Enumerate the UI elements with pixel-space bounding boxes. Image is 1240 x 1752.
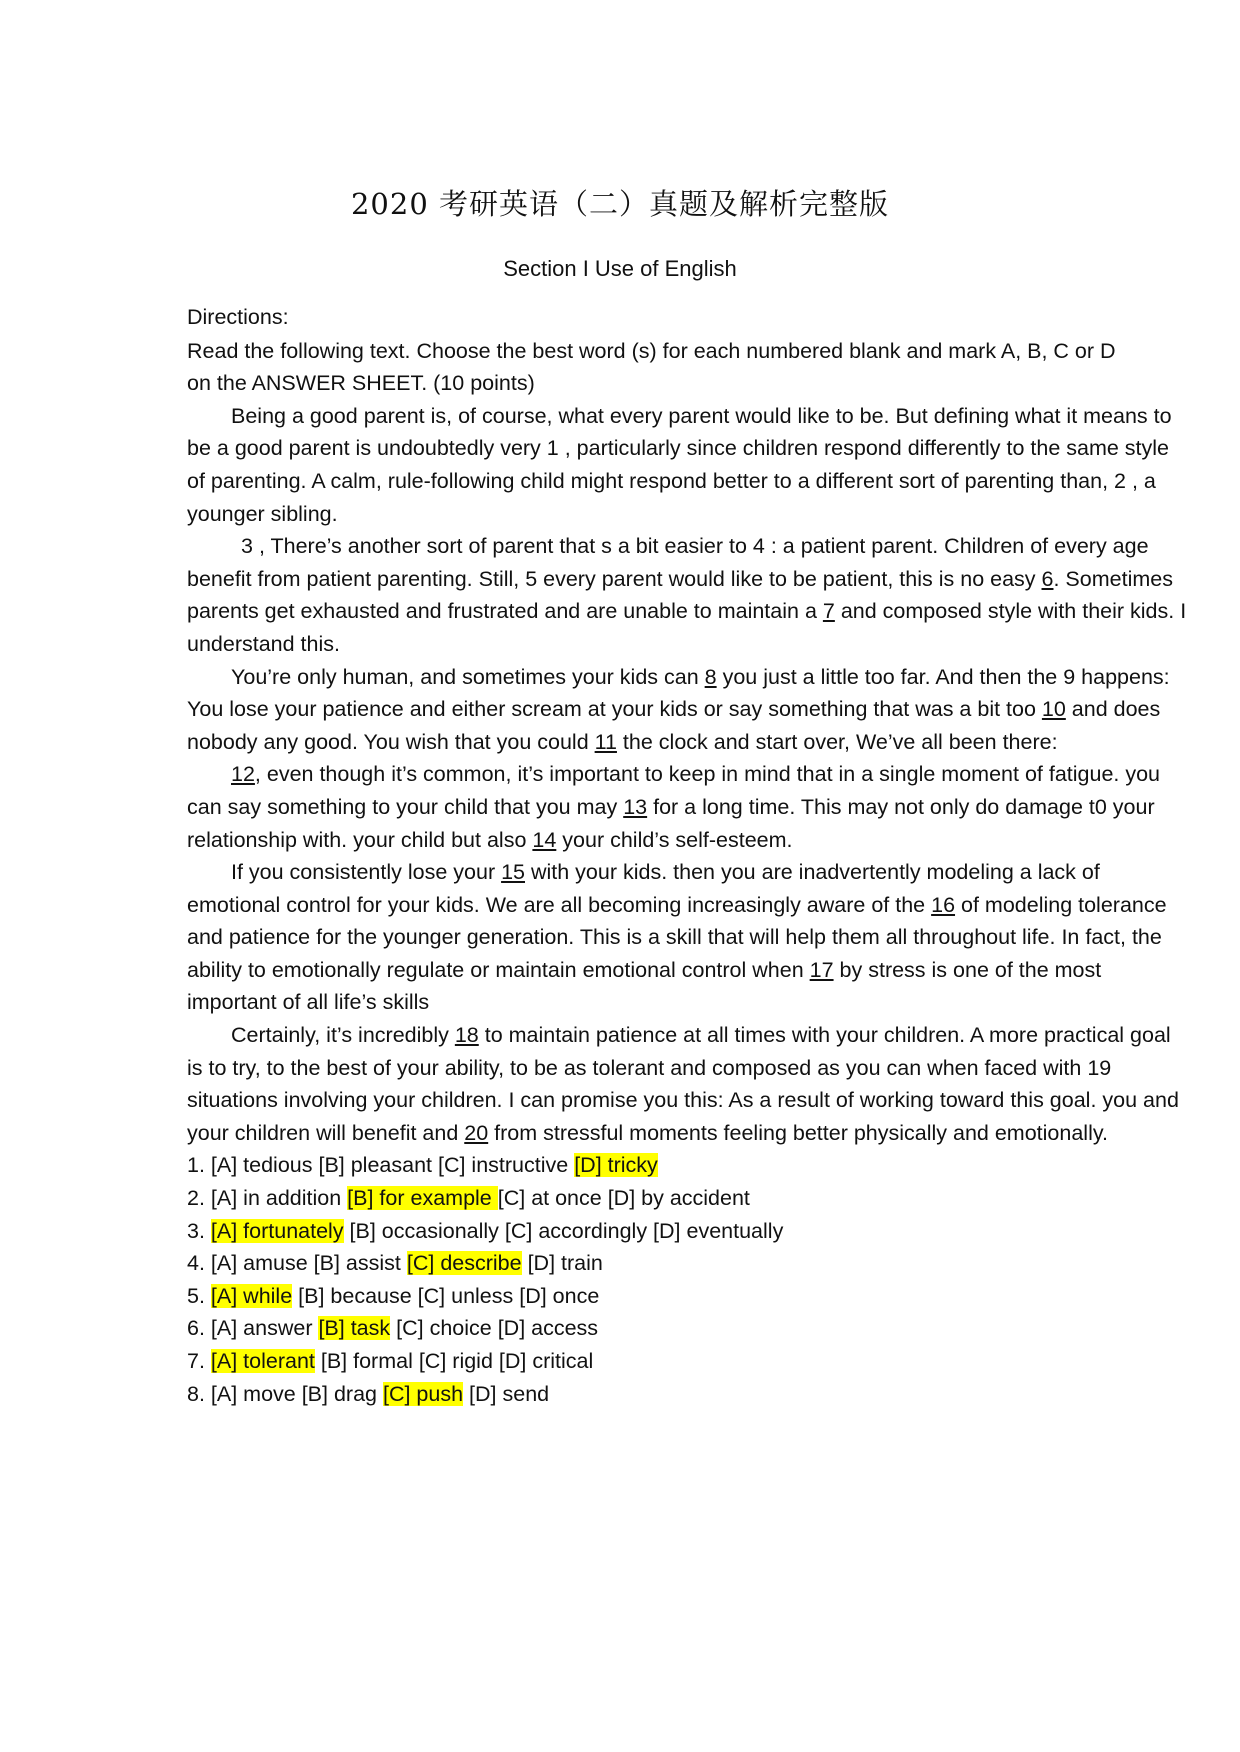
option-text: 2. [A] in addition bbox=[187, 1186, 348, 1211]
paragraph-1 bbox=[187, 400, 1192, 530]
blank-14: 14 bbox=[532, 827, 557, 852]
highlighted-answer: [C] push bbox=[382, 1381, 464, 1406]
text-run: with your kids. then you are inadvertently modeling a lack of emotional control for your kids. We are all becoming increasingly aware of the bbox=[187, 860, 1100, 917]
option-text: 3. bbox=[187, 1218, 211, 1243]
option-text: [C] at once [D] by accident bbox=[497, 1186, 750, 1211]
option-text: 1. [A] tedious [B] pleasant [C] instructive bbox=[187, 1153, 575, 1178]
option-text: [B] formal [C] rigid [D] critical bbox=[314, 1349, 594, 1373]
text-run: and does nobody any good. You wish that you could bbox=[187, 697, 1161, 754]
text-run: , There’s another sort of parent that s a bit easier to 4 : a patient parent. Children of every age benefit from patient parenting. Still, 5 every parent would like to be patient, this is no easy bbox=[187, 534, 1149, 591]
text-run: Being a good parent is, of course, what every parent would like to be. But defining what it means to be a good parent is undoubtedly very bbox=[187, 403, 1172, 461]
directions-line-1: Read the following text. Choose the best word (s) for each numbered blank and mark A, B, C or D bbox=[187, 338, 1116, 363]
body-text bbox=[187, 301, 1192, 1410]
option-text: 6. [A] answer bbox=[187, 1316, 319, 1341]
text-run: by stress is one of the most important of all life’s skills bbox=[187, 957, 1102, 1015]
text-run: the clock and start over, We’ve all been there: bbox=[616, 729, 1058, 754]
text-run: , particularly since children respond differently to the same style of parenting. A calm, rule-following child might respond better to a different sort of parenting than, bbox=[187, 436, 1170, 493]
highlighted-answer: [A] fortunately bbox=[210, 1218, 344, 1243]
highlighted-answer: [A] while bbox=[210, 1283, 293, 1308]
text-run: and composed style with their kids. I understand this. bbox=[187, 599, 1187, 656]
directions-label: Directions: bbox=[187, 305, 289, 329]
option-line-3 bbox=[187, 1215, 1192, 1248]
blank-3: 3 bbox=[241, 534, 253, 559]
directions-line-2: on the ANSWER SHEET. (10 points) bbox=[187, 371, 535, 396]
option-line-2 bbox=[187, 1182, 1192, 1215]
directions-text bbox=[187, 335, 1192, 400]
blank-7: 7 bbox=[822, 599, 835, 624]
option-text: [B] occasionally [C] accordingly [D] eventually bbox=[343, 1218, 784, 1243]
highlighted-answer: [B] for example bbox=[347, 1186, 498, 1211]
blank-20: 20 bbox=[464, 1120, 489, 1145]
option-text: 5. bbox=[187, 1283, 211, 1308]
option-text: [C] choice [D] access bbox=[390, 1316, 599, 1341]
option-line-6 bbox=[187, 1312, 1192, 1345]
blank-12: 12 bbox=[231, 762, 255, 787]
answer-options bbox=[187, 1149, 1192, 1410]
blank-10: 10 bbox=[1041, 697, 1066, 722]
text-run: of modeling tolerance and patience for the younger generation. This is a skill that will help them all throughout life. In fact, the ability to emotionally regulate or maintain emotional control when bbox=[187, 892, 1167, 982]
blank-13: 13 bbox=[623, 794, 648, 819]
blank-16: 16 bbox=[931, 892, 956, 917]
option-line-7 bbox=[187, 1345, 1192, 1378]
text-run: your child’s self-esteem. bbox=[556, 827, 793, 852]
highlighted-answer: [A] tolerant bbox=[210, 1349, 315, 1373]
blank-11: 11 bbox=[594, 729, 617, 754]
highlighted-answer: [C] describe bbox=[406, 1251, 522, 1276]
text-run: , even though it’s common, it’s important to keep in mind that in a single moment of fatigue. you can say something to your child that you may bbox=[187, 762, 1161, 819]
option-line-8 bbox=[187, 1378, 1192, 1411]
blank-15: 15 bbox=[501, 860, 525, 885]
option-text: [D] send bbox=[463, 1381, 550, 1406]
blank-6: 6 bbox=[1041, 566, 1054, 591]
highlighted-answer: [B] task bbox=[318, 1316, 391, 1341]
option-text: [D] train bbox=[521, 1251, 603, 1276]
option-line-1 bbox=[187, 1149, 1192, 1182]
paragraph-4 bbox=[187, 758, 1192, 856]
text-run: you just a little too far. And then the 9 happens: You lose your patience and either scream at your kids or say something that was a bit too bbox=[187, 664, 1170, 722]
text-run: You’re only human, and sometimes your kids can bbox=[231, 664, 705, 689]
highlighted-answer: [D] tricky bbox=[574, 1153, 658, 1178]
paragraph-2 bbox=[187, 530, 1192, 660]
text-run: from stressful moments feeling better physically and emotionally. bbox=[488, 1120, 1108, 1145]
blank-17: 17 bbox=[809, 957, 834, 982]
paragraph-5 bbox=[187, 856, 1192, 1019]
option-text: 7. bbox=[187, 1349, 211, 1373]
blank-8: 8 bbox=[704, 664, 717, 689]
text-run: If you consistently lose your bbox=[231, 860, 502, 885]
option-text: 4. [A] amuse [B] assist bbox=[187, 1251, 407, 1276]
blank-1: 1 bbox=[546, 436, 559, 461]
document-title: 2020 考研英语（二）真题及解析完整版 bbox=[350, 187, 890, 221]
text-run: , a younger sibling. bbox=[187, 468, 1156, 526]
option-line-4 bbox=[187, 1247, 1192, 1280]
blank-2: 2 bbox=[1114, 468, 1126, 493]
text-run: . Sometimes parents get exhausted and frustrated and are unable to maintain a bbox=[187, 566, 1173, 624]
text-run: Certainly, it’s incredibly bbox=[231, 1023, 455, 1048]
option-text: [B] because [C] unless [D] once bbox=[292, 1283, 600, 1308]
option-line-5 bbox=[187, 1280, 1192, 1313]
option-text: 8. [A] move [B] drag bbox=[187, 1381, 383, 1406]
paragraph-6 bbox=[187, 1019, 1192, 1149]
section-heading: Section I Use of English bbox=[503, 256, 737, 281]
text-run: for a long time. This may not only do damage t0 your relationship with. your child but also bbox=[187, 794, 1155, 852]
paragraph-3 bbox=[187, 661, 1192, 759]
text-run: to maintain patience at all times with your children. A more practical goal is to try, to the best of your ability, to be as tolerant and composed as you can when faced with 19 situations involving your children. I can promise you this: As a result of working toward this goal. you and your children will benefit and bbox=[187, 1023, 1179, 1145]
blank-18: 18 bbox=[454, 1023, 479, 1048]
